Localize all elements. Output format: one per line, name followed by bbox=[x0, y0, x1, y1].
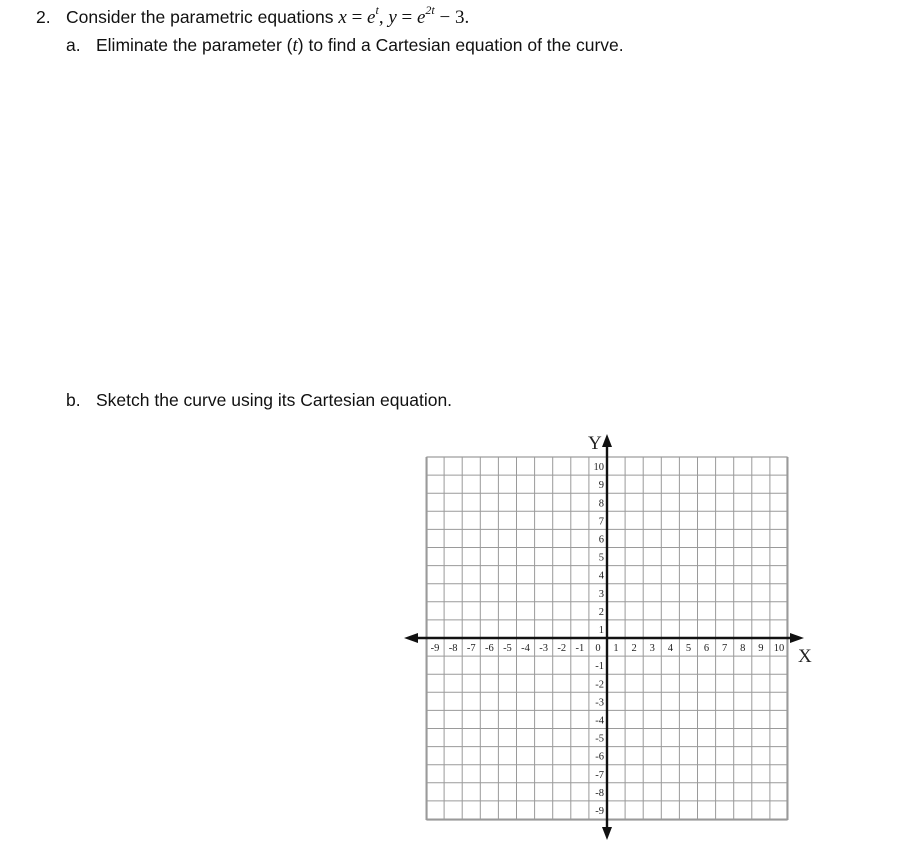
y-tick-label: -8 bbox=[595, 787, 604, 799]
eq-comma: , bbox=[378, 7, 384, 28]
part-b-text: Sketch the curve using its Cartesian equation. bbox=[96, 390, 453, 410]
x-tick-label: 5 bbox=[685, 643, 692, 654]
y-tick-label: -2 bbox=[595, 679, 604, 691]
y-axis-label: Y bbox=[588, 433, 602, 454]
y-tick-label: 6 bbox=[598, 534, 604, 546]
x-tick-label: 3 bbox=[649, 643, 655, 654]
x-tick-label: 6 bbox=[703, 643, 710, 654]
x-tick-label: -1 bbox=[575, 643, 585, 654]
part-a-text-before: Eliminate the parameter ( bbox=[96, 35, 293, 55]
y-tick-label: 5 bbox=[598, 552, 604, 564]
y-tick-label: 8 bbox=[598, 498, 604, 510]
eq-y-base: e bbox=[416, 7, 426, 28]
x-tick-label: -9 bbox=[430, 643, 440, 654]
x-tick-label: 8 bbox=[740, 643, 746, 654]
y-axis-arrow-up bbox=[602, 434, 612, 447]
eq-x-equals: = bbox=[351, 7, 363, 28]
eq-x-lhs: x bbox=[338, 7, 347, 28]
eq-y-tail: − 3. bbox=[439, 7, 470, 28]
y-tick-label: -1 bbox=[595, 661, 604, 673]
eq-x-exponent: t bbox=[375, 2, 379, 17]
x-tick-label: 4 bbox=[667, 643, 673, 654]
y-tick-label: 7 bbox=[598, 516, 604, 528]
part-a-text-after: ) to find a Cartesian equation of the curve. bbox=[297, 35, 624, 55]
x-tick-label: -8 bbox=[448, 643, 458, 654]
y-tick-label: 2 bbox=[598, 606, 604, 618]
y-tick-label: 4 bbox=[598, 570, 604, 582]
x-tick-label: 0 bbox=[595, 643, 601, 654]
eq-y-lhs: y bbox=[388, 7, 397, 28]
x-tick-label: 2 bbox=[631, 643, 637, 654]
x-tick-label: 7 bbox=[722, 643, 728, 654]
y-tick-label: -4 bbox=[595, 715, 604, 727]
x-tick-label: -3 bbox=[539, 643, 549, 654]
y-tick-label: -7 bbox=[595, 769, 604, 781]
part-a-param: t bbox=[292, 35, 298, 56]
x-tick-label: -7 bbox=[466, 643, 476, 654]
x-tick-label: -6 bbox=[484, 643, 494, 654]
eq-y-equals: = bbox=[401, 7, 413, 28]
x-tick-label: 1 bbox=[613, 643, 619, 654]
part-a-label: a. bbox=[66, 35, 81, 55]
y-tick-label: 10 bbox=[593, 462, 604, 474]
eq-y-exponent: 2t bbox=[425, 2, 435, 17]
y-tick-label: 3 bbox=[598, 588, 604, 600]
y-tick-label: -6 bbox=[595, 751, 604, 763]
question-number: 2. bbox=[36, 7, 51, 27]
y-tick-label: -5 bbox=[595, 733, 604, 745]
x-tick-label: 9 bbox=[758, 643, 764, 654]
x-axis-arrow-right bbox=[790, 633, 804, 643]
y-axis-arrow-down bbox=[602, 827, 612, 840]
x-tick-label: -2 bbox=[557, 643, 567, 654]
x-axis-arrow-left bbox=[404, 633, 418, 643]
y-tick-label: -3 bbox=[595, 697, 604, 709]
tick-labels bbox=[429, 433, 812, 817]
y-tick-label: 9 bbox=[598, 480, 604, 492]
y-tick-label: 1 bbox=[598, 624, 604, 636]
eq-x-base: e bbox=[367, 7, 376, 28]
x-tick-label: 10 bbox=[773, 643, 785, 654]
x-axis-label: X bbox=[798, 646, 812, 667]
x-tick-label: -4 bbox=[521, 643, 530, 654]
question-intro: Consider the parametric equations bbox=[66, 7, 334, 27]
part-b-label: b. bbox=[66, 390, 81, 410]
x-tick-label: -5 bbox=[503, 643, 512, 654]
y-tick-label: -9 bbox=[595, 805, 604, 817]
